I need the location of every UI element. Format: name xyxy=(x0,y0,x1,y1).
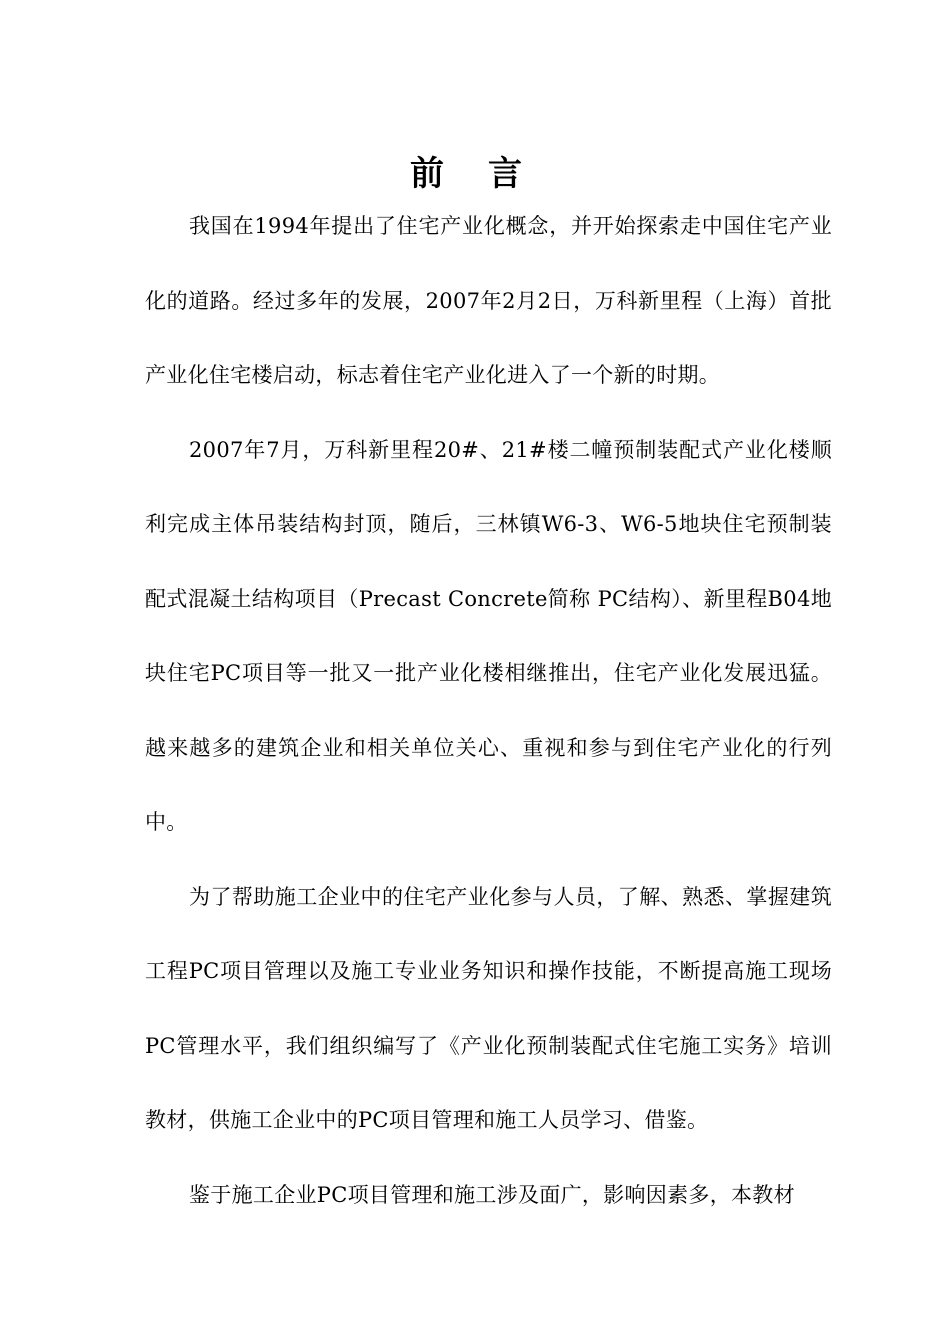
document-body xyxy=(145,189,832,1232)
page-title: 前言 xyxy=(410,153,566,194)
paragraph-3: 为了帮助施工企业中的住宅产业化参与人员，了解、熟悉、掌握建筑工程PC项目管理以及施工专业业务知识和操作技能，不断提高施工现场PC管理水平，我们组织编写了《产业化预制装配式住宅施工实务》培训教材，供施工企业中的PC项目管理和施工人员学习、借鉴。 xyxy=(145,884,832,1132)
paragraph-1: 我国在1994年提出了住宅产业化概念，并开始探索走中国住宅产业化的道路。经过多年的发展，2007年2月2日，万科新里程（上海）首批产业化住宅楼启动，标志着住宅产业化进入了一个新的时期。 xyxy=(145,214,832,387)
paragraph-4: 鉴于施工企业PC项目管理和施工涉及面广，影响因素多，本教材 xyxy=(189,1182,795,1207)
paragraph-2: 2007年7月，万科新里程20#、21#楼二幢预制装配式产业化楼顺利完成主体吊装结构封顶，随后，三林镇W6-3、W6-5地块住宅预制装配式混凝土结构项目（Precast Concrete简称 PC结构）、新里程B04地块住宅PC项目等一批又一批产业化楼相继推出，住宅产业化发展迅猛。越来越多的建筑企业和相关单位关心、重视和参与到住宅产业化的行列中。 xyxy=(145,437,832,834)
